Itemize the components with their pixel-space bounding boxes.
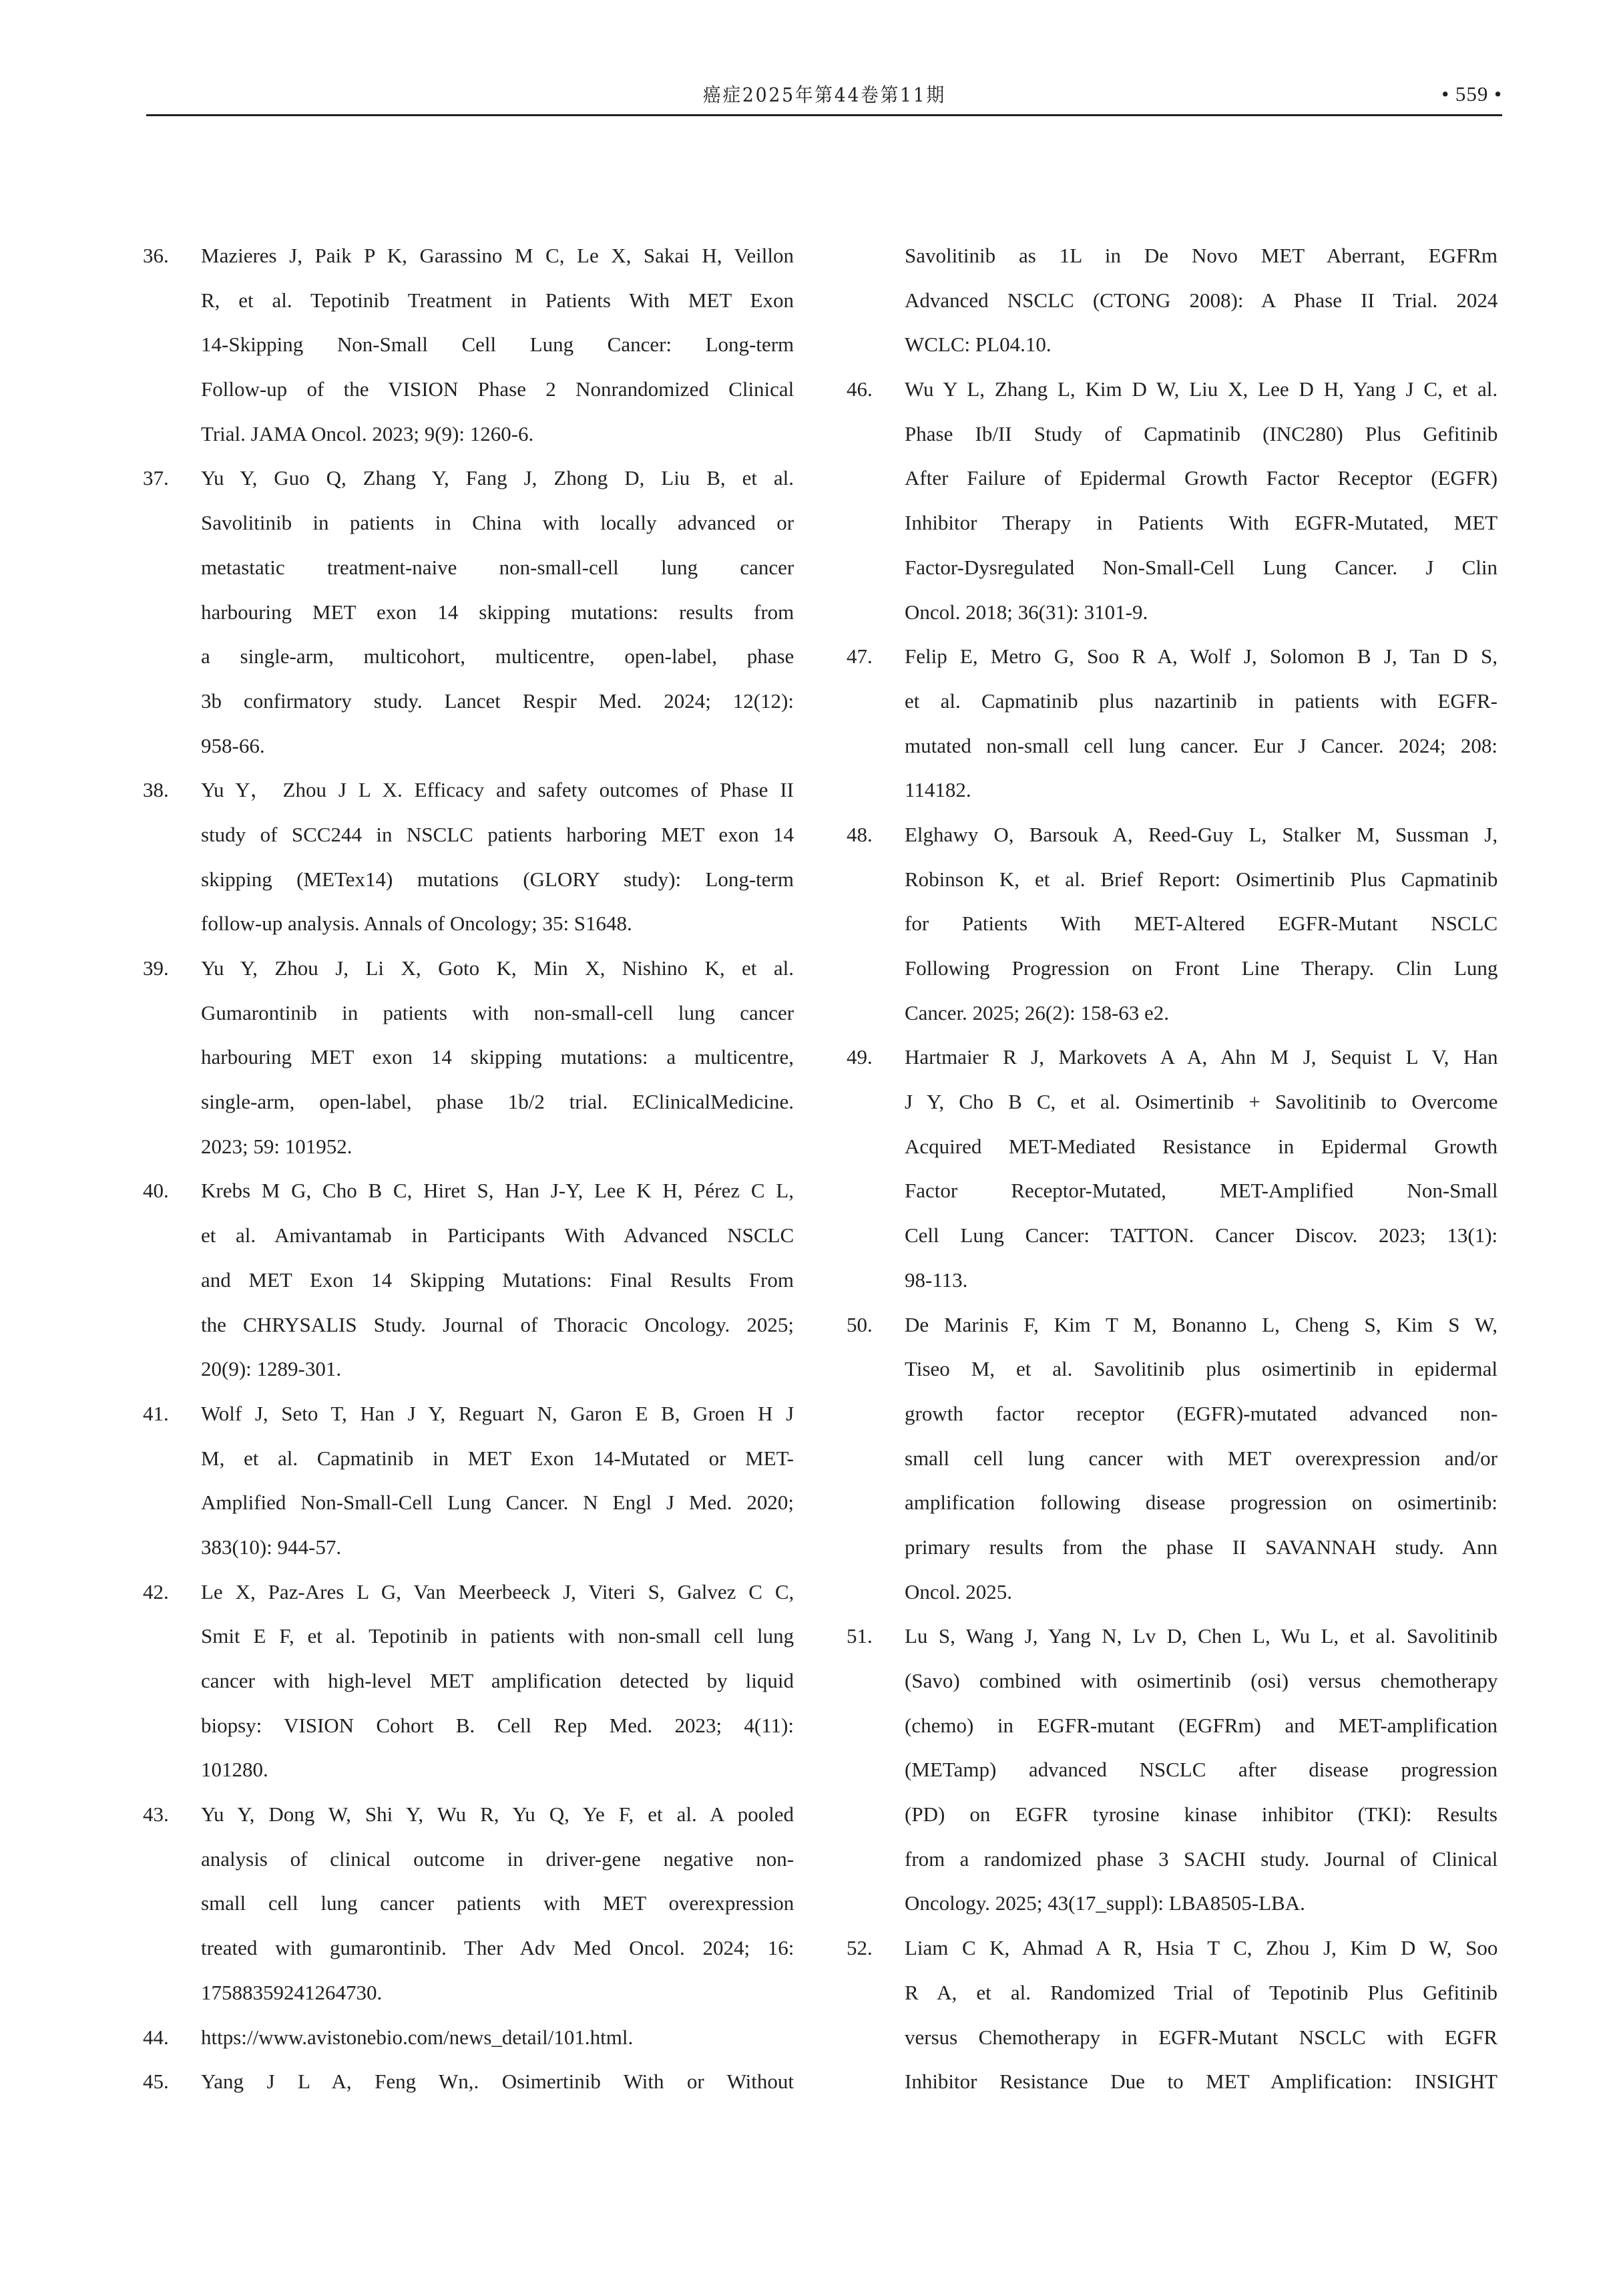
reference-line: Lu S, Wang J, Yang N, Lv D, Chen L, Wu L, et al. Savolitinib [905, 1624, 1498, 1648]
reference-line: 101280. [201, 1758, 268, 1782]
reference-line: 2023; 59: 101952. [201, 1134, 353, 1158]
reference-line: (PD) on EGFR tyrosine kinase inhibitor (TKI): Results [905, 1802, 1498, 1827]
reference-line: mutated non-small cell lung cancer. Eur J Cancer. 2024; 208: [905, 733, 1498, 757]
reference-line: Yu Y, Guo Q, Zhang Y, Fang J, Zhong D, Liu B, et al. [201, 466, 794, 490]
reference-line: Robinson K, et al. Brief Report: Osimertinib Plus Capmatinib [905, 867, 1498, 891]
reference-line: M, et al. Capmatinib in MET Exon 14-Mutated or MET- [201, 1446, 794, 1470]
reference-line: De Marinis F, Kim T M, Bonanno L, Cheng S, Kim S W, [905, 1312, 1498, 1336]
reference-text [201, 946, 794, 1169]
reference-number: 39. [143, 956, 169, 980]
reference-line: Acquired MET-Mediated Resistance in Epidermal Growth [905, 1134, 1498, 1158]
reference-line: Hartmaier R J, Markovets A A, Ahn M J, Sequist L V, Han [905, 1045, 1498, 1069]
reference-line: harbouring MET exon 14 skipping mutations: results from [201, 600, 794, 624]
reference-line: Wu Y L, Zhang L, Kim D W, Liu X, Lee D H, Yang J C, et al. [905, 377, 1498, 401]
reference-line: Oncol. 2025. [905, 1579, 1013, 1603]
reference-column-left [143, 234, 831, 2104]
reference-text [905, 1926, 1498, 2104]
reference-line: et al. Capmatinib plus nazartinib in patients with EGFR- [905, 689, 1498, 713]
reference-line: After Failure of Epidermal Growth Factor Receptor (EGFR) [905, 466, 1498, 490]
reference-item [847, 1614, 1498, 1926]
reference-line: cancer with high-level MET amplification detected by liquid [201, 1669, 794, 1692]
reference-item [143, 1169, 794, 1391]
reference-text [905, 634, 1498, 813]
reference-item [847, 367, 1498, 634]
reference-item [847, 1035, 1498, 1302]
reference-number: 49. [847, 1045, 873, 1069]
reference-number: 40. [143, 1179, 169, 1203]
reference-line: the CHRYSALIS Study. Journal of Thoracic Oncology. 2025; [201, 1312, 794, 1336]
reference-line: skipping (METex14) mutations (GLORY study): Long-term [201, 867, 794, 891]
reference-item [143, 456, 794, 768]
reference-line: 98-113. [905, 1268, 968, 1292]
reference-line: Savolitinib as 1L in De Novo MET Aberrant, EGFRm [905, 244, 1498, 267]
reference-line: Factor Receptor-Mutated, MET-Amplified Non-Small [905, 1179, 1498, 1203]
reference-line: R A, et al. Randomized Trial of Tepotinib Plus Gefitinib [905, 1980, 1498, 2004]
reference-line: Tiseo M, et al. Savolitinib plus osimertinib in epidermal [905, 1357, 1498, 1381]
reference-item [143, 2016, 794, 2060]
reference-line: Advanced NSCLC (CTONG 2008): A Phase II Trial. 2024 [905, 288, 1498, 312]
reference-line: WCLC: PL04.10. [905, 333, 1052, 357]
reference-column-right [847, 234, 1534, 2104]
reference-text [201, 2016, 794, 2060]
reference-text [905, 1303, 1498, 1615]
reference-line: Follow-up of the VISION Phase 2 Nonrandomized Clinical [201, 377, 794, 401]
reference-number: 48. [847, 822, 873, 846]
reference-line: Oncology. 2025; 43(17_suppl): LBA8505-LBA. [905, 1891, 1305, 1915]
reference-line: from a randomized phase 3 SACHI study. Journal of Clinical [905, 1847, 1498, 1871]
reference-line: 958-66. [201, 733, 265, 757]
reference-line: 20(9): 1289-301. [201, 1357, 342, 1381]
reference-line: Inhibitor Therapy in Patients With EGFR-Mutated, MET [905, 511, 1498, 535]
reference-line: follow-up analysis. Annals of Oncology; 35: S1648. [201, 912, 632, 936]
reference-line: R, et al. Tepotinib Treatment in Patients With MET Exon [201, 288, 794, 312]
reference-text [905, 1614, 1498, 1926]
reference-item [847, 634, 1498, 813]
reference-line: harbouring MET exon 14 skipping mutations: a multicentre, [201, 1045, 794, 1069]
header-rule [146, 114, 1502, 116]
reference-line: versus Chemotherapy in EGFR-Mutant NSCLC with EGFR [905, 2025, 1498, 2049]
reference-line: Smit E F, et al. Tepotinib in patients with non-small cell lung [201, 1624, 794, 1648]
reference-line: growth factor receptor (EGFR)-mutated advanced non- [905, 1401, 1498, 1425]
reference-item [847, 813, 1498, 1035]
page-number: • 559 • [1441, 82, 1502, 106]
reference-text [201, 2060, 794, 2104]
reference-line: Yu Y, Dong W, Shi Y, Wu R, Yu Q, Ye F, et al. A pooled [201, 1802, 794, 1827]
reference-item [143, 2060, 794, 2104]
reference-number: 44. [143, 2025, 169, 2049]
reference-line: analysis of clinical outcome in driver-gene negative non- [201, 1847, 794, 1871]
reference-line: Trial. JAMA Oncol. 2023; 9(9): 1260-6. [201, 421, 534, 445]
reference-line: Yu Y， Zhou J L X. Efficacy and safety outcomes of Phase II [201, 778, 794, 802]
reference-line: Yang J L A, Feng Wn,. Osimertinib With or Without [201, 2070, 794, 2094]
reference-line: 17588359241264730. [201, 1980, 383, 2004]
reference-line: for Patients With MET-Altered EGFR-Mutant NSCLC [905, 912, 1498, 936]
reference-number: 51. [847, 1624, 873, 1648]
reference-line: metastatic treatment-naive non-small-cell lung cancer [201, 555, 794, 579]
reference-text [905, 234, 1498, 367]
reference-line: and MET Exon 14 Skipping Mutations: Final Results From [201, 1268, 794, 1292]
reference-line: a single-arm, multicohort, multicentre, open-label, phase [201, 644, 794, 668]
reference-text [201, 1392, 794, 1570]
reference-line: Cell Lung Cancer: TATTON. Cancer Discov. 2023; 13(1): [905, 1223, 1498, 1248]
reference-line: Inhibitor Resistance Due to MET Amplification: INSIGHT [905, 2070, 1498, 2094]
reference-text [905, 813, 1498, 1035]
reference-number: 52. [847, 1936, 873, 1960]
reference-text [201, 234, 794, 456]
reference-text [201, 768, 794, 946]
reference-line: Liam C K, Ahmad A R, Hsia T C, Zhou J, Kim D W, Soo [905, 1936, 1498, 1960]
reference-line: primary results from the phase II SAVANNAH study. Ann [905, 1535, 1498, 1559]
running-head [0, 79, 1609, 110]
reference-text [201, 1570, 794, 1792]
journal-issue-title: 癌症2025年第44卷第11期 [703, 83, 946, 106]
reference-text [905, 367, 1498, 634]
reference-line: Savolitinib in patients in China with locally advanced or [201, 511, 794, 535]
reference-item [847, 1926, 1498, 2104]
reference-line: Le X, Paz-Ares L G, Van Meerbeeck J, Viteri S, Galvez C C, [201, 1579, 794, 1603]
reference-item [143, 1392, 794, 1570]
reference-number: 50. [847, 1312, 873, 1336]
reference-line: treated with gumarontinib. Ther Adv Med Oncol. 2024; 16: [201, 1936, 794, 1960]
reference-line: et al. Amivantamab in Participants With Advanced NSCLC [201, 1223, 794, 1248]
reference-line: small cell lung cancer with MET overexpression and/or [905, 1446, 1498, 1470]
reference-text [201, 1792, 794, 2015]
reference-line: Factor-Dysregulated Non-Small-Cell Lung Cancer. J Clin [905, 555, 1498, 579]
reference-line: single-arm, open-label, phase 1b/2 trial. EClinicalMedicine. [201, 1090, 794, 1114]
reference-number: 46. [847, 377, 873, 401]
reference-line: small cell lung cancer patients with MET overexpression [201, 1891, 794, 1915]
reference-number: 41. [143, 1401, 169, 1425]
reference-line: 3b confirmatory study. Lancet Respir Med. 2024; 12(12): [201, 689, 794, 713]
reference-item [143, 234, 794, 456]
reference-line: Cancer. 2025; 26(2): 158-63 e2. [905, 1000, 1170, 1024]
reference-line: Krebs M G, Cho B C, Hiret S, Han J-Y, Lee K H, Pérez C L, [201, 1179, 794, 1203]
reference-item [847, 234, 1498, 367]
reference-line: Phase Ib/II Study of Capmatinib (INC280) Plus Gefitinib [905, 421, 1498, 445]
reference-number: 43. [143, 1802, 169, 1827]
reference-text [905, 1035, 1498, 1302]
reference-number: 37. [143, 466, 169, 490]
reference-line: amplification following disease progression on osimertinib: [905, 1491, 1498, 1515]
reference-item [143, 946, 794, 1169]
reference-line: (Savo) combined with osimertinib (osi) versus chemotherapy [905, 1669, 1498, 1692]
reference-line: J Y, Cho B C, et al. Osimertinib + Savolitinib to Overcome [905, 1090, 1498, 1114]
reference-line: 114182. [905, 778, 971, 802]
reference-item [143, 1570, 794, 1792]
reference-line: 383(10): 944-57. [201, 1535, 342, 1559]
reference-text [201, 1169, 794, 1391]
reference-line: (METamp) advanced NSCLC after disease progression [905, 1758, 1498, 1782]
reference-text [201, 456, 794, 768]
reference-line: Yu Y, Zhou J, Li X, Goto K, Min X, Nishino K, et al. [201, 956, 794, 980]
reference-line: Following Progression on Front Line Therapy. Clin Lung [905, 956, 1498, 980]
reference-line: Oncol. 2018; 36(31): 3101-9. [905, 600, 1148, 624]
reference-item [143, 1792, 794, 2015]
reference-line: Elghawy O, Barsouk A, Reed-Guy L, Stalker M, Sussman J, [905, 822, 1498, 846]
reference-line: 14-Skipping Non-Small Cell Lung Cancer: Long-term [201, 333, 794, 357]
reference-number: 38. [143, 778, 169, 802]
reference-number: 36. [143, 244, 169, 267]
reference-line: https://www.avistonebio.com/news_detail/101.html. [201, 2025, 634, 2049]
reference-number: 45. [143, 2070, 169, 2094]
reference-line: Amplified Non-Small-Cell Lung Cancer. N Engl J Med. 2020; [201, 1491, 794, 1515]
reference-line: Gumarontinib in patients with non-small-cell lung cancer [201, 1000, 794, 1024]
reference-number: 47. [847, 644, 873, 668]
reference-item [847, 1303, 1498, 1615]
reference-line: Mazieres J, Paik P K, Garassino M C, Le X, Sakai H, Veillon [201, 244, 794, 267]
reference-item [143, 768, 794, 946]
reference-line: Felip E, Metro G, Soo R A, Wolf J, Solomon B J, Tan D S, [905, 644, 1498, 668]
reference-line: biopsy: VISION Cohort B. Cell Rep Med. 2023; 4(11): [201, 1713, 794, 1737]
reference-number: 42. [143, 1579, 169, 1603]
reference-line: study of SCC244 in NSCLC patients harboring MET exon 14 [201, 822, 794, 846]
reference-line: Wolf J, Seto T, Han J Y, Reguart N, Garon E B, Groen H J [201, 1401, 794, 1425]
reference-line: (chemo) in EGFR-mutant (EGFRm) and MET-amplification [905, 1713, 1498, 1737]
